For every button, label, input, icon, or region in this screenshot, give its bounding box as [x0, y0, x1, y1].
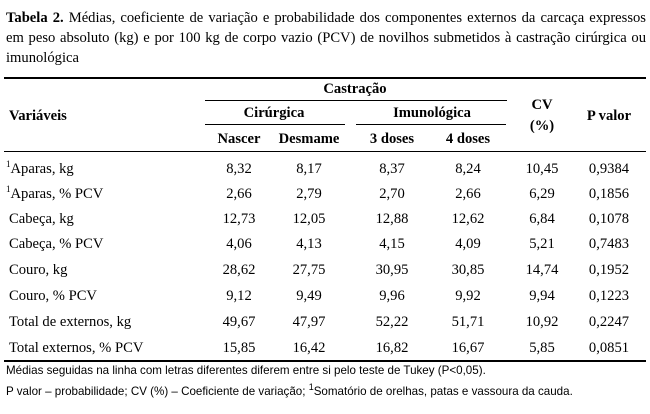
header-pvalor: P valor — [586, 108, 632, 124]
cell-nascer: 49,67 — [222, 314, 256, 330]
header-rule — [4, 151, 646, 152]
cell-nascer: 15,85 — [222, 340, 256, 356]
castracao-rule — [205, 100, 507, 101]
cell-nascer: 28,62 — [222, 262, 256, 278]
cirurgica-rule — [205, 124, 345, 125]
cell-nascer: 2,66 — [226, 186, 252, 202]
cell-desmame: 16,42 — [292, 340, 326, 356]
cell-desmame: 2,79 — [296, 186, 322, 202]
header-imunologica: Imunológica — [393, 105, 471, 121]
cell-desmame: 47,97 — [292, 314, 326, 330]
cell-cv: 5,21 — [529, 236, 555, 252]
cell-3-doses: 9,96 — [379, 288, 405, 304]
cell-desmame: 12,05 — [292, 211, 326, 227]
cell-cv: 10,92 — [525, 314, 559, 330]
imunologica-rule — [356, 124, 506, 125]
cell-3-doses: 30,95 — [375, 262, 409, 278]
cell-p-valor: 0,0851 — [588, 340, 630, 356]
top-rule — [4, 77, 646, 79]
cell-4-doses: 16,67 — [451, 340, 485, 356]
cell-desmame: 9,49 — [296, 288, 322, 304]
cell-3-doses: 8,37 — [379, 161, 405, 177]
row-label: Total externos, % PCV — [9, 340, 144, 356]
bottom-rule — [4, 360, 646, 362]
header-cv-line1: CV — [531, 97, 553, 113]
header-cirurgica: Cirúrgica — [243, 105, 305, 121]
row-label: $^1$Aparas, % PCV — [6, 184, 104, 202]
table-note-2: P valor – probabilidade; CV (%) – Coeficiente de variação; $^1$Somatório de orelhas, patas e vassoura da cauda. — [6, 382, 573, 398]
cell-cv: 9,94 — [529, 288, 555, 304]
cell-3-doses: 16,82 — [375, 340, 409, 356]
cell-p-valor: 0,1223 — [588, 288, 630, 304]
header-desmame: Desmame — [278, 131, 340, 147]
row-label: Couro, kg — [9, 262, 68, 278]
cell-4-doses: 51,71 — [451, 314, 485, 330]
cell-desmame: 8,17 — [296, 161, 322, 177]
row-label: Total de externos, kg — [9, 314, 132, 330]
cell-nascer: 8,32 — [226, 161, 252, 177]
header-cv-line2: (%) — [529, 118, 555, 134]
cell-nascer: 4,06 — [226, 236, 252, 252]
cell-cv: 6,29 — [529, 186, 555, 202]
cell-p-valor: 0,1856 — [588, 186, 630, 202]
cell-p-valor: 0,7483 — [588, 236, 630, 252]
row-label: Cabeça, kg — [9, 211, 74, 227]
row-label: Cabeça, % PCV — [9, 236, 104, 252]
cell-4-doses: 9,92 — [455, 288, 481, 304]
header-4-doses: 4 doses — [445, 131, 491, 147]
cell-cv: 10,45 — [525, 161, 559, 177]
cell-cv: 14,74 — [525, 262, 559, 278]
table-note-1: Médias seguidas na linha com letras diferentes diferem entre si pelo teste de Tukey (P<0,05). — [6, 364, 486, 377]
cell-nascer: 12,73 — [222, 211, 256, 227]
cell-4-doses: 8,24 — [455, 161, 481, 177]
header-3-doses: 3 doses — [369, 131, 415, 147]
header-variaveis: Variáveis — [9, 108, 67, 124]
cell-3-doses: 4,15 — [379, 236, 405, 252]
header-nascer: Nascer — [217, 131, 261, 147]
caption-text: Médias, coeficiente de variação e probabilidade dos componentes externos da carcaça expressos em peso absoluto (kg) e por 100 kg de corpo vazio (PCV) de novilhos submetidos à castração cirúrgica ou imunológica — [6, 10, 646, 66]
cell-desmame: 4,13 — [296, 236, 322, 252]
cell-desmame: 27,75 — [292, 262, 326, 278]
row-label: $^1$Aparas, kg — [6, 159, 74, 177]
footnote-marker: 1 — [308, 382, 314, 393]
cell-p-valor: 0,9384 — [588, 161, 630, 177]
cell-cv: 6,84 — [529, 211, 555, 227]
cell-4-doses: 12,62 — [451, 211, 485, 227]
cell-3-doses: 2,70 — [379, 186, 405, 202]
footnote-marker: 1 — [6, 184, 11, 195]
cell-nascer: 9,12 — [226, 288, 252, 304]
cell-4-doses: 30,85 — [451, 262, 485, 278]
table-caption — [6, 8, 646, 68]
cell-p-valor: 0,1952 — [588, 262, 630, 278]
cell-3-doses: 52,22 — [375, 314, 409, 330]
cell-4-doses: 4,09 — [455, 236, 481, 252]
footnote-marker: 1 — [6, 159, 11, 170]
cell-3-doses: 12,88 — [375, 211, 409, 227]
cell-p-valor: 0,2247 — [588, 314, 630, 330]
header-castracao: Castração — [323, 81, 387, 97]
row-label: Couro, % PCV — [9, 288, 97, 304]
cell-cv: 5,85 — [529, 340, 555, 356]
cell-p-valor: 0,1078 — [588, 211, 630, 227]
cell-4-doses: 2,66 — [455, 186, 481, 202]
caption-label: Tabela 2. — [6, 10, 64, 26]
